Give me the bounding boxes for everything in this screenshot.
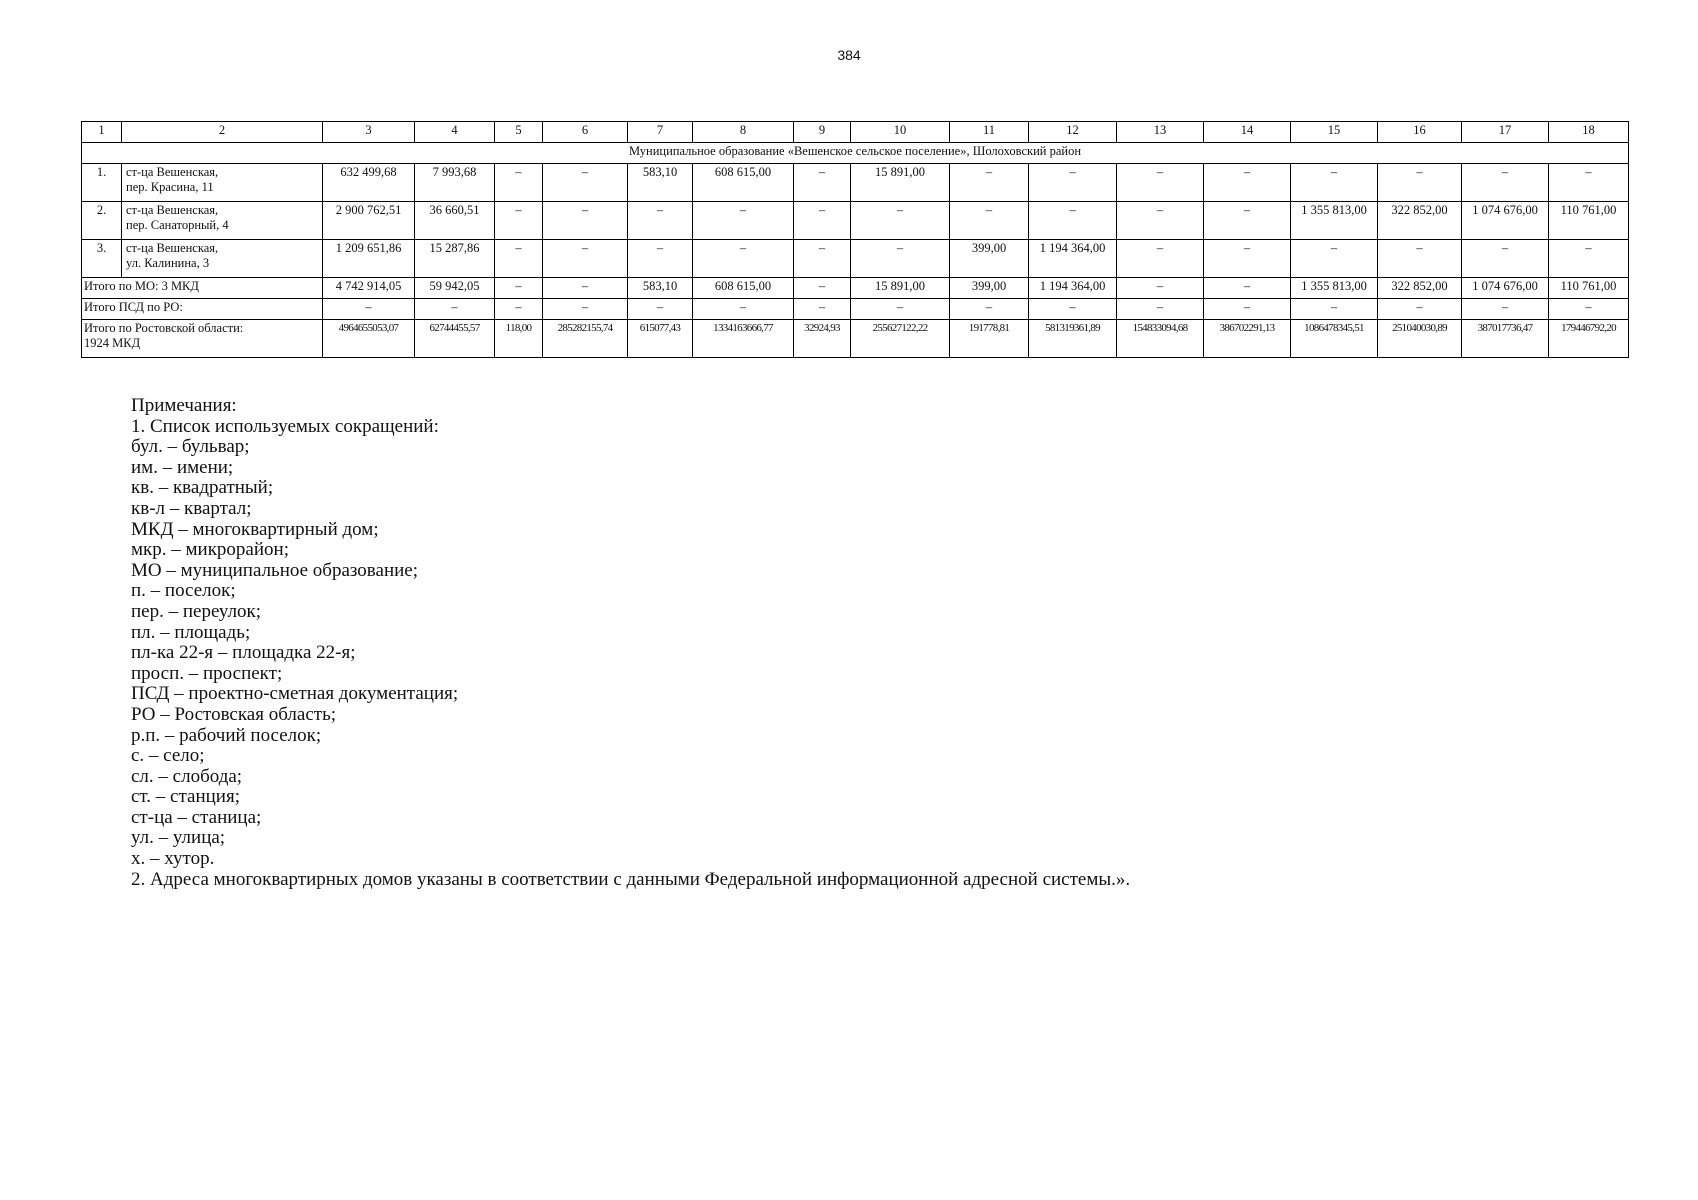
value-cell: – (628, 202, 693, 240)
note-line: ст-ца – станица; (131, 806, 262, 828)
column-header: 16 (1378, 122, 1462, 143)
address-cell (122, 164, 323, 202)
total-value: – (851, 299, 950, 320)
total-value: – (628, 299, 693, 320)
column-header: 10 (851, 122, 950, 143)
value-cell: – (1029, 202, 1117, 240)
value-cell: 110 761,00 (1549, 202, 1629, 240)
total-label-line: Итого по Ростовской области: (84, 321, 244, 335)
total-value: 179446792,20 (1549, 320, 1629, 358)
column-header: 5 (495, 122, 543, 143)
section-title: Муниципальное образование «Вешенское сельское поселение», Шолоховский район (82, 143, 1629, 164)
total-value: 32924,93 (794, 320, 851, 358)
total-value: 118,00 (495, 320, 543, 358)
page-number: 384 (837, 47, 861, 63)
note-line: ПСД – проектно-сметная документация; (131, 683, 459, 705)
address-line: ул. Калинина, 3 (126, 256, 210, 270)
value-cell: – (950, 202, 1029, 240)
note-line: МО – муниципальное образование; (131, 559, 419, 581)
total-value: 387017736,47 (1462, 320, 1549, 358)
note-line: сл. – слобода; (131, 765, 243, 787)
value-cell: – (794, 240, 851, 278)
value-cell: – (1549, 240, 1629, 278)
note-line: бул. – бульвар; (131, 436, 250, 458)
value-cell: – (1029, 164, 1117, 202)
value-cell: – (1462, 164, 1549, 202)
column-header: 12 (1029, 122, 1117, 143)
column-header: 17 (1462, 122, 1549, 143)
value-cell: – (950, 164, 1029, 202)
note-line: просп. – проспект; (131, 662, 283, 684)
value-cell: – (1549, 164, 1629, 202)
total-value: 251040030,89 (1378, 320, 1462, 358)
total-value: – (543, 278, 628, 299)
note-line: ул. – улица; (131, 827, 226, 849)
value-cell: – (693, 240, 794, 278)
note-line: пер. – переулок; (131, 600, 262, 622)
column-header: 8 (693, 122, 794, 143)
column-header: 3 (323, 122, 415, 143)
value-cell: – (1378, 240, 1462, 278)
notes-title: Примечания: (131, 395, 237, 416)
address-cell (122, 240, 323, 278)
total-value: – (1204, 299, 1291, 320)
value-cell: – (495, 164, 543, 202)
note-line: ст. – станция; (131, 786, 240, 808)
column-header: 1 (82, 122, 122, 143)
value-cell: – (1204, 202, 1291, 240)
value-cell: 36 660,51 (415, 202, 495, 240)
register-table (81, 121, 1629, 358)
value-cell: – (495, 240, 543, 278)
total-value: 59 942,05 (415, 278, 495, 299)
total-value: 615077,43 (628, 320, 693, 358)
value-cell: 399,00 (950, 240, 1029, 278)
column-header: 14 (1204, 122, 1291, 143)
value-cell: 15 891,00 (851, 164, 950, 202)
value-cell: – (543, 202, 628, 240)
header-row (82, 122, 1629, 143)
note-line: МКД – многоквартирный дом; (131, 518, 379, 540)
address-cell (122, 202, 323, 240)
note-line: п. – поселок; (131, 580, 236, 602)
total-value: 1 074 676,00 (1462, 278, 1549, 299)
row-number: 3. (82, 240, 122, 278)
address-line: пер. Санаторный, 4 (126, 218, 229, 232)
total-value: 1086478345,51 (1291, 320, 1378, 358)
total-label: Итого ПСД по РО: (82, 299, 323, 320)
note-line: х. – хутор. (131, 848, 215, 870)
value-cell: – (851, 240, 950, 278)
note-line: 1. Список используемых сокращений: (131, 415, 439, 437)
value-cell: 632 499,68 (323, 164, 415, 202)
value-cell: – (693, 202, 794, 240)
total-value: 62744455,57 (415, 320, 495, 358)
total-value: – (950, 299, 1029, 320)
total-value: 285282155,74 (543, 320, 628, 358)
total-value: 322 852,00 (1378, 278, 1462, 299)
psd-total-row (82, 299, 1629, 320)
total-label-line: 1924 МКД (84, 336, 141, 350)
total-value: 1334163666,77 (693, 320, 794, 358)
note-line: р.п. – рабочий поселок; (131, 724, 322, 746)
value-cell: 1 355 813,00 (1291, 202, 1378, 240)
total-value: 255627122,22 (851, 320, 950, 358)
total-value: 4964655053,07 (323, 320, 415, 358)
row-number: 2. (82, 202, 122, 240)
value-cell: – (1462, 240, 1549, 278)
value-cell: 7 993,68 (415, 164, 495, 202)
column-header: 9 (794, 122, 851, 143)
total-value: – (495, 278, 543, 299)
note-line: пл. – площадь; (131, 621, 251, 643)
total-value: 4 742 914,05 (323, 278, 415, 299)
total-value: 1 355 813,00 (1291, 278, 1378, 299)
total-value: 399,00 (950, 278, 1029, 299)
value-cell: – (1117, 202, 1204, 240)
table-row (82, 202, 1629, 240)
total-value: 581319361,89 (1029, 320, 1117, 358)
row-number: 1. (82, 164, 122, 202)
value-cell: – (628, 240, 693, 278)
note-line: РО – Ростовская область; (131, 703, 337, 725)
column-header: 4 (415, 122, 495, 143)
value-cell: 15 287,86 (415, 240, 495, 278)
region-total-row (82, 320, 1629, 358)
value-cell: – (1204, 240, 1291, 278)
total-value: 583,10 (628, 278, 693, 299)
address-line: ст-ца Вешенская, (126, 241, 219, 255)
column-header: 15 (1291, 122, 1378, 143)
mo-total-row (82, 278, 1629, 299)
total-value: – (543, 299, 628, 320)
total-value: – (1291, 299, 1378, 320)
address-line: ст-ца Вешенская, (126, 203, 219, 217)
value-cell: – (851, 202, 950, 240)
total-value: 608 615,00 (693, 278, 794, 299)
note-line: кв. – квадратный; (131, 477, 274, 499)
total-value: – (1204, 278, 1291, 299)
value-cell: – (794, 164, 851, 202)
value-cell: – (1117, 240, 1204, 278)
total-value: – (323, 299, 415, 320)
value-cell: – (495, 202, 543, 240)
total-value: – (1549, 299, 1629, 320)
total-value: 15 891,00 (851, 278, 950, 299)
total-value: – (1378, 299, 1462, 320)
column-header: 2 (122, 122, 323, 143)
total-value: 154833094,68 (1117, 320, 1204, 358)
value-cell: – (1291, 240, 1378, 278)
table-row (82, 164, 1629, 202)
table-row (82, 240, 1629, 278)
note-line: мкр. – микрорайон; (131, 539, 289, 561)
total-value: 110 761,00 (1549, 278, 1629, 299)
value-cell: 1 074 676,00 (1462, 202, 1549, 240)
total-value: 1 194 364,00 (1029, 278, 1117, 299)
column-header: 13 (1117, 122, 1204, 143)
value-cell: 583,10 (628, 164, 693, 202)
total-value: – (495, 299, 543, 320)
value-cell: – (543, 164, 628, 202)
note-line: им. – имени; (131, 456, 234, 478)
column-header: 18 (1549, 122, 1629, 143)
notes-block (131, 396, 1130, 890)
section-row (82, 143, 1629, 164)
total-label: Итого по МО: 3 МКД (82, 278, 323, 299)
column-header: 7 (628, 122, 693, 143)
value-cell: 2 900 762,51 (323, 202, 415, 240)
address-line: ст-ца Вешенская, (126, 165, 219, 179)
value-cell: 1 194 364,00 (1029, 240, 1117, 278)
total-value: 191778,81 (950, 320, 1029, 358)
total-value: – (693, 299, 794, 320)
value-cell: – (1117, 164, 1204, 202)
note-line: пл-ка 22-я – площадка 22-я; (131, 642, 356, 664)
value-cell: – (1291, 164, 1378, 202)
note-line: с. – село; (131, 745, 205, 767)
value-cell: 322 852,00 (1378, 202, 1462, 240)
total-value: – (794, 278, 851, 299)
note-line: кв-л – квартал; (131, 497, 252, 519)
total-value: – (415, 299, 495, 320)
value-cell: 1 209 651,86 (323, 240, 415, 278)
total-value: – (1117, 299, 1204, 320)
value-cell: 608 615,00 (693, 164, 794, 202)
total-value: 386702291,13 (1204, 320, 1291, 358)
value-cell: – (794, 202, 851, 240)
total-value: – (1462, 299, 1549, 320)
value-cell: – (543, 240, 628, 278)
column-header: 6 (543, 122, 628, 143)
total-value: – (1117, 278, 1204, 299)
total-value: – (1029, 299, 1117, 320)
column-header: 11 (950, 122, 1029, 143)
total-value: – (794, 299, 851, 320)
value-cell: – (1378, 164, 1462, 202)
value-cell: – (1204, 164, 1291, 202)
address-line: пер. Красина, 11 (126, 180, 214, 194)
total-label (82, 320, 323, 358)
note-line: 2. Адреса многоквартирных домов указаны в соответствии с данными Федеральной информационной адресной системы.». (131, 868, 1131, 890)
